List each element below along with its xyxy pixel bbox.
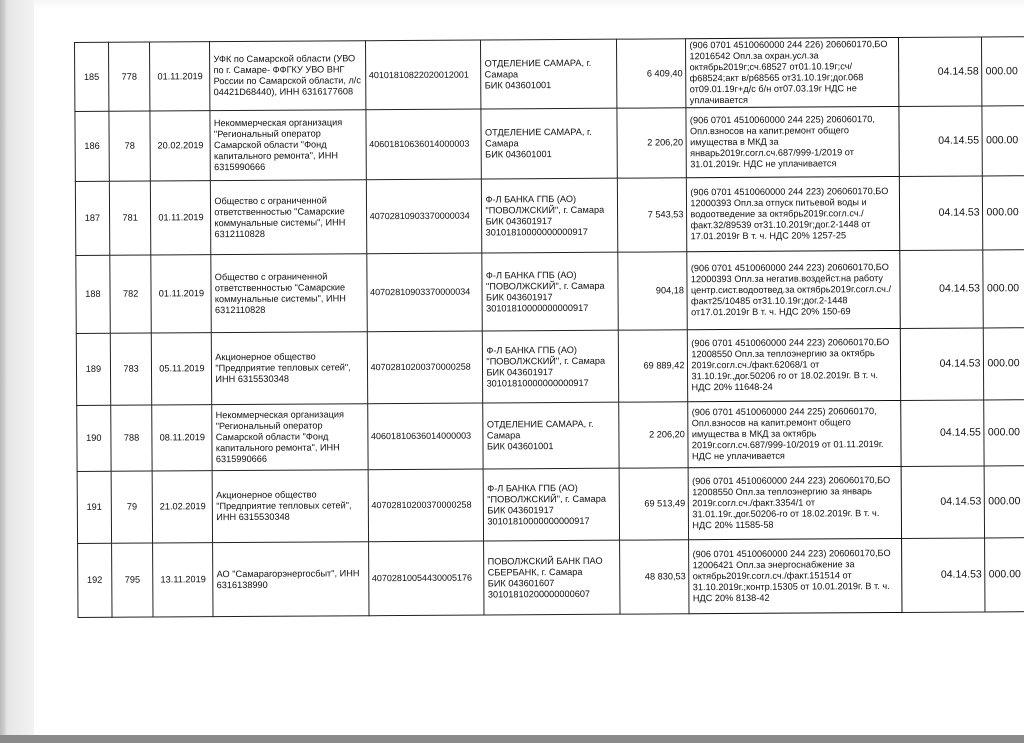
scan-edge-bottom [0,735,1024,743]
payment-date: 01.11.2019 [151,181,211,255]
row-number: 190 [77,405,111,471]
bank-line: 30101810000000000917 [487,515,590,526]
bank-line: БИК 043601607 [487,577,555,588]
payment-date: 21.02.2019 [153,471,213,543]
bank-line: 30101810000000000917 [486,302,589,313]
payment-purpose: (906 0701 4510060000 244 225) 206060170, Опл.взносов на капит.ремонт общего имущества в МКД за октябрь 2019г.согл.сч.687/999-10/2019 от 01.11.2019г. НДС не уплачивается [688,400,901,467]
bank-details [481,108,617,179]
row-number: 188 [76,255,110,333]
account-number: 40702810200370000258 [367,331,483,404]
payment-table [74,36,1024,618]
bank-line: ОТДЕЛЕНИЕ САМАРА, г. Самара [484,57,592,79]
payee-name: Общество с ограниченной ответственностью "Самарские коммунальные системы", ИНН 6312110828 [211,254,367,333]
account-number: 40702810903370000034 [366,253,482,332]
table-row [78,538,1024,618]
scan-edge-top [34,0,1024,10]
bank-details [483,330,619,403]
account-number: 40601810636014000003 [366,109,482,180]
payment-amount: 6 409,40 [616,39,686,108]
sub-code: 000.00 [983,250,1024,328]
sub-code: 000.00 [983,176,1024,250]
bank-line: БИК 043601917 [485,215,553,226]
budget-code: 04.14.55 [901,400,985,467]
budget-code: 04.14.53 [902,538,986,613]
table-row [75,176,1024,256]
payment-date: 13.11.2019 [153,543,213,617]
payment-purpose: (906 0701 4510060000 244 223) 206060170,БО 12000393 Опл.за негатив.воздейст.на работу центр.сист.водоотвед.за октябрь2019г.согл.сч./факт25/10485 от31.10.19г;дог.2-1448 от17.01.2019г В т. ч. НДС 20% 150-69 [687,250,900,329]
row-number: 185 [75,42,109,111]
bank-line: БИК 043601001 [485,149,552,160]
bank-line: 30101810000000000917 [485,226,588,237]
payee-name: Некоммерческая организация "Региональный оператор Самарской области "Фонд капитального ремонта", ИНН 6315990666 [210,110,366,181]
document-number: 782 [110,255,152,333]
budget-code: 04.14.53 [899,176,983,251]
table-row [76,328,1024,406]
scan-edge-left [0,0,34,743]
document-number: 781 [109,181,151,255]
account-number: 40101810822020012001 [365,40,481,110]
payment-date: 05.11.2019 [152,333,212,405]
payee-name: УФК по Самарской области (УВО по г. Самаре- ФФГКУ УВО ВНГ России по Самарской области, л/с 04421D68440), ИНН 6316177608 [210,41,366,111]
bank-line: БИК 043601917 [486,366,554,377]
account-number: 40702810200370000258 [368,469,484,542]
bank-line: БИК 043601001 [484,79,552,90]
sub-code: 000.00 [985,466,1024,538]
payment-amount: 904,18 [618,252,688,330]
account-number: 40702810054430005176 [368,541,484,616]
row-number: 187 [75,181,109,255]
account-number: 40601810636014000003 [367,403,483,470]
payment-purpose: (906 0701 4510060000 244 225) 206060170, Опл.взносов на капит.ремонт общего имущества в МКД за январь2019г.согл.сч.687/999-1/2019 от 31.01.2019г. НДС не уплачивается [686,106,899,177]
payee-name: Акционерное общество "Предприятие тепловых сетей", ИНН 6315530348 [212,332,368,405]
table-row [75,106,1024,182]
row-number: 186 [75,111,109,181]
payee-name: АО "Самарагорэнергосбыт", ИНН 6316138990 [213,542,369,617]
row-number: 189 [76,333,110,405]
document-number: 78 [109,111,151,181]
bank-details [483,402,619,469]
bank-line: Ф-Л БАНКА ГПБ (АО) "ПОВОЛЖСКИЙ", г. Самара [485,193,605,215]
bank-details [481,39,617,109]
payment-amount: 48 830,53 [620,540,690,614]
table-row [75,37,1024,112]
bank-line: Ф-Л БАНКА ГПБ (АО) "ПОВОЛЖСКИЙ", г. Самара [486,344,606,366]
document-number: 795 [111,543,153,617]
payee-name: Акционерное общество "Предприятие тепловых сетей", ИНН 6315530348 [212,470,368,543]
payment-date: 01.11.2019 [151,255,211,333]
bank-line: 30101810000000000917 [486,377,589,388]
payee-name: Общество с ограниченной ответственностью "Самарские коммунальные системы", ИНН 6312110828 [211,180,367,255]
account-number: 40702810903370000034 [366,179,482,254]
payment-amount: 2 206,20 [617,108,687,178]
sub-code: 000.00 [984,328,1024,400]
document-number: 788 [111,405,153,471]
payment-purpose: (906 0701 4510060000 244 223) 206060170,БО 12008550 Опл.за теплоэнергию за октябрь 2019г.согл.сч./факт.62068/1 от 31.10.19г.,дог.50206 го от 18.02.2019г. В т. ч. НДС 20% 11648-24 [688,328,901,401]
bank-line: Ф-Л БАНКА ГПБ (АО) "ПОВОЛЖСКИЙ", г. Самара [485,269,605,291]
row-number: 192 [78,543,112,617]
bank-line: БИК 043601917 [485,291,553,302]
payment-purpose: (906 0701 4510060000 244 223) 206060170,БО 12000393 Опл.за отпуск питьевой воды и водоотведение за октябрь2019г.согл.сч./факт.32/89539 от31.10.2019г;дог.2-1448 от 17.01.2019г В т. ч. НДС 20% 1257-25 [687,176,900,251]
sub-code: 000.00 [984,400,1024,466]
bank-line: БИК 043601001 [486,441,554,452]
bank-line: 30101810200000000607 [487,588,591,599]
document-number: 783 [110,333,152,405]
bank-line: ПОВОЛЖСКИЙ БАНК ПАО СБЕРБАНК, г. Самара [487,555,603,577]
bank-line: Ф-Л БАНКА ГПБ (АО) "ПОВОЛЖСКИЙ", г. Самара [487,482,606,504]
sub-code: 000.00 [985,538,1024,612]
budget-code: 04.14.53 [901,466,985,539]
bank-line: ОТДЕЛЕНИЕ САМАРА, г. Самара [486,418,594,441]
bank-line: ОТДЕЛЕНИЕ САМАРА, г. Самара [484,126,592,149]
budget-code: 04.14.55 [899,106,983,177]
payment-date: 01.11.2019 [150,42,210,111]
bank-details [482,252,618,331]
bank-line: БИК 043601917 [487,504,554,515]
payment-amount: 7 543,53 [617,178,687,252]
table-row [76,250,1024,334]
bank-details [484,540,620,615]
payment-date: 20.02.2019 [150,111,210,181]
budget-code: 04.14.53 [900,328,984,401]
sub-code: 000.00 [982,106,1024,176]
bank-details [484,468,620,541]
payment-purpose: (906 0701 4510060000 244 226) 206060170,БО 12016542 Опл.за охран.усл.за октябрь2019г;сч.68527 от01.10.19г;сч/ф68524;акт в/р68565 от31.10.19г;дог.068 от09.01.19г+д/с б/н от07.03.19г НДС не уплачивается [686,37,899,107]
table-row [77,466,1024,544]
document-number: 778 [108,42,150,111]
payment-purpose: (906 0701 4510060000 244 223) 206060170,БО 12008550 Опл.за теплоэнергию за январь 2019г.согл.сч./факт.3354/1 от 31.01.19г.,дог.50206-го от 18.02.2019г. В т. ч. НДС 20% 11585-58 [689,466,902,539]
payment-date: 08.11.2019 [152,405,212,471]
bank-details [482,178,618,253]
budget-code: 04.14.53 [900,250,984,329]
payment-amount: 2 206,20 [619,402,689,468]
document-number: 79 [111,471,153,543]
payment-amount: 69 513,49 [619,468,689,540]
payee-name: Некоммерческая организация "Региональный оператор Самарской области "Фонд капитального ремонта", ИНН 6315990666 [212,404,368,471]
sub-code: 000.00 [982,37,1024,106]
budget-code: 04.14.58 [899,37,983,107]
table-row [77,400,1024,472]
payment-purpose: (906 0701 4510060000 244 223) 206060170,БО 12006421 Опл.за энергоснабжение за октябрь2019г.согл.сч./факт.151514 от 31.10.2019г.;контр.15305 от 10.01.2019г. В т. ч. НДС 20% 8138-42 [689,538,902,613]
payment-amount: 69 889,42 [618,330,688,402]
row-number: 191 [77,471,111,543]
